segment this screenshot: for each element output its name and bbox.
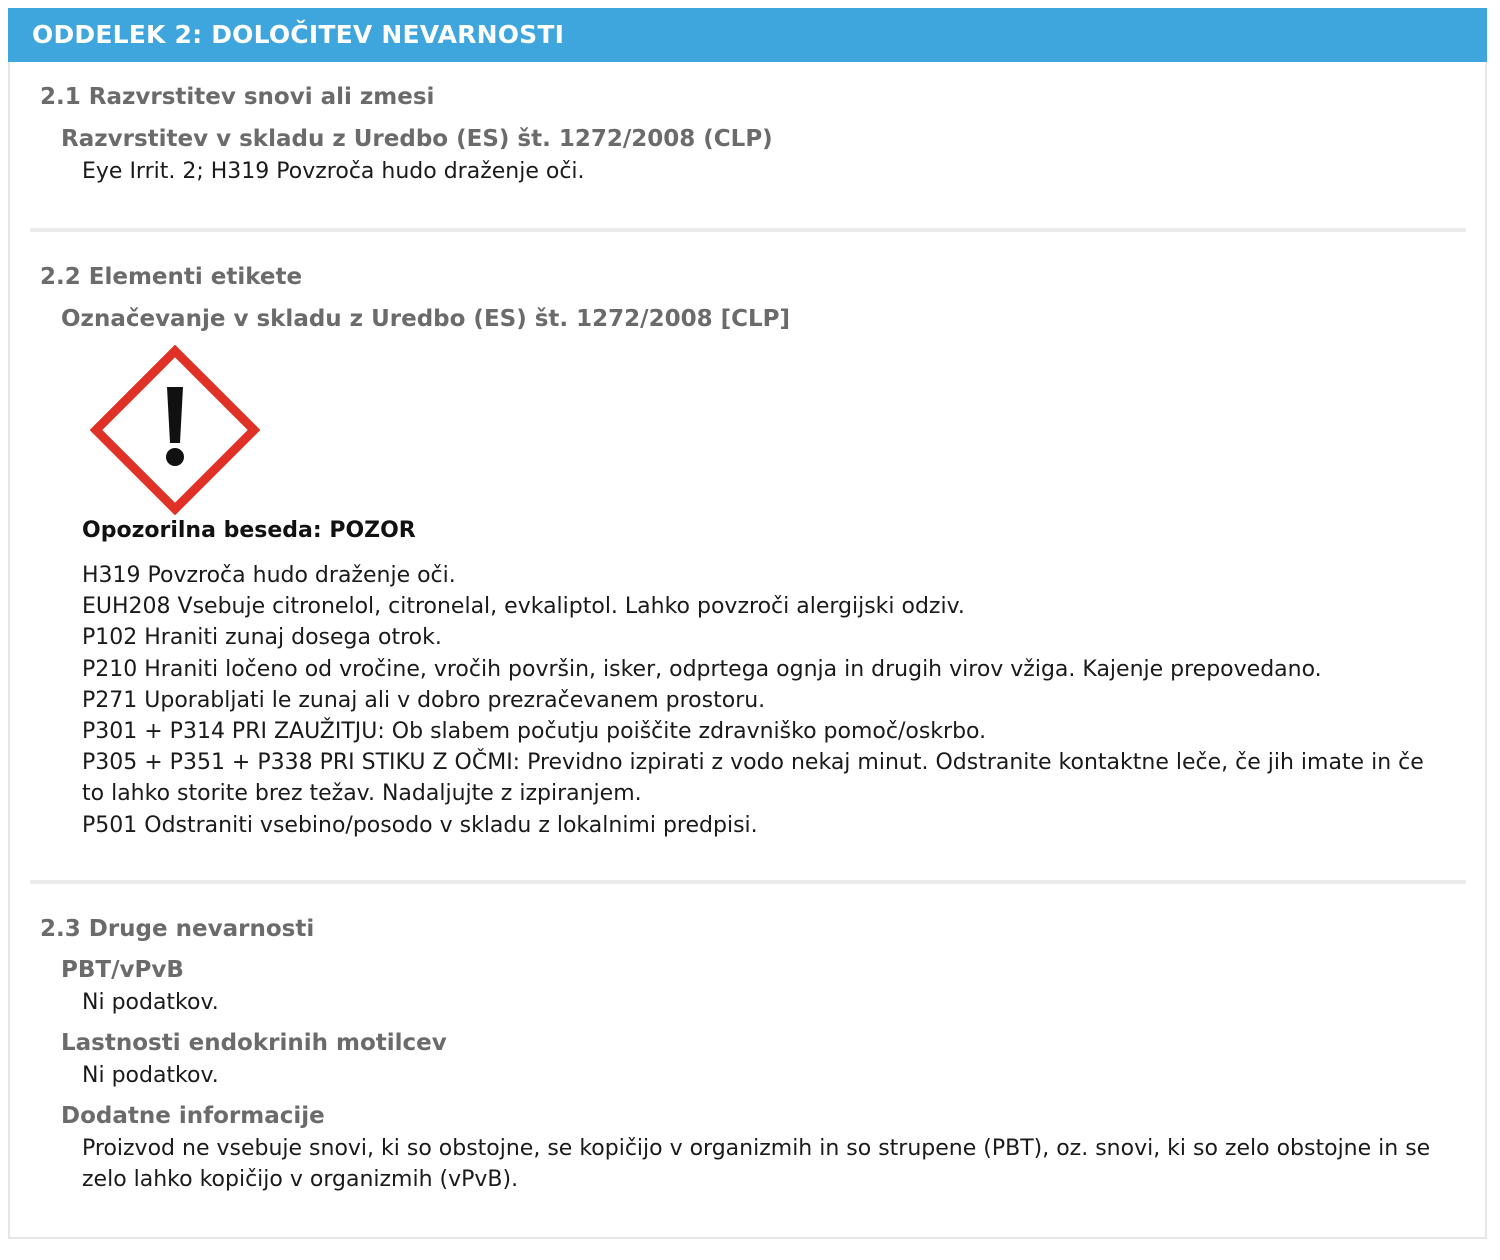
list-item: P102 Hraniti zunaj dosega otrok. (82, 625, 442, 651)
list-item: P271 Uporabljati le zunaj ali v dobro prezračevanem prostoru. (82, 687, 766, 713)
section-2-1-title: 2.1 Razvrstitev snovi ali zmesi (40, 84, 435, 110)
section-2-2-title: 2.2 Elementi etikete (40, 264, 303, 290)
additional-info-label: Dodatne informacije (61, 1103, 325, 1129)
list-item: P210 Hraniti ločeno od vročine, vročih površin, isker, odprtega ognja in drugih virov vžiga. Kajenje prepovedano. (82, 656, 1322, 682)
additional-info-text: Proizvod ne vsebuje snovi, ki so obstojne, se kopičijo v organizmih in so strupene (PBT), oz. snovi, ki so zelo obstojne in se zelo lahko kopičijo v organizmih (vPvB). (82, 1136, 1431, 1192)
labelling-subtitle: Označevanje v skladu z Uredbo (ES) št. 1272/2008 [CLP] (61, 306, 791, 332)
divider (30, 228, 1466, 232)
list-item: P501 Odstraniti vsebino/posodo v skladu z lokalnimi predpisi. (82, 812, 758, 838)
classification-text: Eye Irrit. 2; H319 Povzroča hudo draženje oči. (82, 159, 585, 184)
hazard-statements-list (82, 560, 1452, 841)
classification-subtitle: Razvrstitev v skladu z Uredbo (ES) št. 1272/2008 (CLP) (61, 126, 773, 152)
signal-word: Opozorilna beseda: POZOR (82, 518, 416, 543)
pbt-value: Ni podatkov. (82, 990, 219, 1015)
list-item: P305 + P351 + P338 PRI STIKU Z OČMI: Previdno izpirati z vodo nekaj minut. Odstranite kontaktne leče, če jih imate in če to lahko storite brez težav. Nadaljujte z izpiranjem. (82, 750, 1424, 807)
list-item: EUH208 Vsebuje citronelol, citronelal, evkaliptol. Lahko povzroči alergijski odziv. (82, 594, 965, 620)
pbt-label: PBT/vPvB (61, 957, 184, 983)
endocrine-label: Lastnosti endokrinih motilcev (61, 1030, 447, 1056)
section-2-3-title: 2.3 Druge nevarnosti (40, 916, 315, 942)
list-item: P301 + P314 PRI ZAUŽITJU: Ob slabem počutju poiščite zdravniško pomoč/oskrbo. (82, 719, 987, 745)
divider (30, 880, 1466, 884)
section-title: ODDELEK 2: DOLOČITEV NEVARNOSTI (32, 20, 565, 49)
section-header-bar (8, 8, 1487, 62)
endocrine-value: Ni podatkov. (82, 1063, 219, 1088)
ghs07-exclamation-icon (90, 345, 260, 515)
list-item: H319 Povzroča hudo draženje oči. (82, 563, 456, 588)
